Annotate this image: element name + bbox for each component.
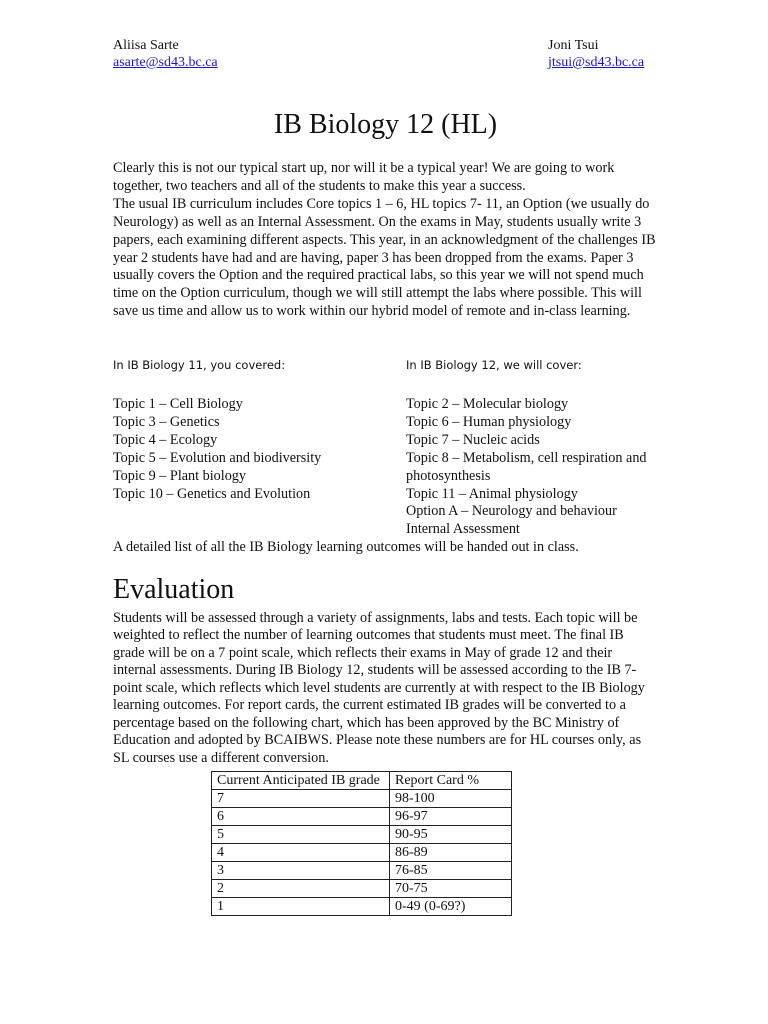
outcomes-note: A detailed list of all the IB Biology learning outcomes will be handed out in class. bbox=[113, 539, 579, 555]
ib-grade-cell: 6 bbox=[212, 808, 390, 826]
page-title: IB Biology 12 (HL) bbox=[273, 109, 498, 140]
intro-paragraph: The usual IB curriculum includes Core topics 1 – 6, HL topics 7- 11, an Option (we usually do Neurology) as well as an Internal Assessment. On the exams in May, students usually write 3 papers, each examining different aspects. This year, in an acknowledgment of the challenges IB year 2 students have had and are having, paper 3 has been dropped from the exams. Paper 3 usually covers the Option and the required practical labs, so this year we will not spend much time on the Option curriculum, though we will still attempt the labs where possible. This will save us time and allow us to work within our hybrid model of remote and in-class learning. bbox=[113, 195, 656, 320]
will-cover-heading: In IB Biology 12, we will cover: bbox=[406, 358, 582, 372]
topic-item: Topic 6 – Human physiology bbox=[406, 413, 572, 430]
teacher-contact-right bbox=[548, 37, 644, 71]
topic-item: Topic 5 – Evolution and biodiversity bbox=[113, 449, 322, 466]
topic-item: Topic 10 – Genetics and Evolution bbox=[113, 485, 311, 502]
report-card-percent-cell: 70-75 bbox=[390, 880, 512, 898]
topic-item: Topic 8 – Metabolism, cell respiration and photosynthesis bbox=[406, 449, 647, 484]
evaluation-heading: Evaluation bbox=[113, 574, 235, 605]
topic-item: Topic 9 – Plant biology bbox=[113, 467, 246, 484]
report-card-percent-cell: 96-97 bbox=[390, 808, 512, 826]
column-header: Report Card % bbox=[390, 772, 512, 790]
topic-item: Topic 11 – Animal physiology bbox=[406, 485, 578, 502]
table-row bbox=[212, 808, 512, 826]
covered-heading: In IB Biology 11, you covered: bbox=[113, 358, 286, 372]
report-card-percent-cell: 98-100 bbox=[390, 790, 512, 808]
will-cover-topic-list bbox=[406, 396, 651, 539]
teacher-email-link[interactable]: asarte@sd43.bc.ca bbox=[113, 55, 218, 70]
topic-item: Topic 2 – Molecular biology bbox=[406, 396, 569, 412]
covered-topic-list bbox=[113, 396, 393, 503]
report-card-percent-cell: 76-85 bbox=[390, 862, 512, 880]
topic-item: Topic 7 – Nucleic acids bbox=[406, 431, 540, 448]
table-header-row bbox=[212, 772, 512, 790]
intro-paragraph: Clearly this is not our typical start up, nor will it be a typical year! We are going to work together, two teachers and all of the students to make this year a success. bbox=[113, 160, 615, 194]
teacher-email-link[interactable]: jtsui@sd43.bc.ca bbox=[548, 55, 645, 70]
ib-grade-cell: 5 bbox=[212, 826, 390, 844]
table-row bbox=[212, 826, 512, 844]
ib-grade-cell: 1 bbox=[212, 898, 390, 916]
ib-grade-cell: 2 bbox=[212, 880, 390, 898]
teacher-contact-left bbox=[113, 37, 218, 71]
table-row bbox=[212, 862, 512, 880]
teacher-name: Joni Tsui bbox=[548, 38, 599, 53]
grade-conversion-table bbox=[211, 771, 512, 916]
table-row bbox=[212, 790, 512, 808]
ib-grade-cell: 4 bbox=[212, 844, 390, 862]
column-header: Current Anticipated IB grade bbox=[212, 772, 390, 790]
ib-grade-cell: 7 bbox=[212, 790, 390, 808]
topic-item: Topic 3 – Genetics bbox=[113, 413, 220, 430]
teacher-name: Aliisa Sarte bbox=[113, 38, 179, 53]
topic-item: Option A – Neurology and behaviour bbox=[406, 503, 617, 520]
table-row bbox=[212, 880, 512, 898]
topic-item: Topic 1 – Cell Biology bbox=[113, 396, 243, 412]
table-row bbox=[212, 844, 512, 862]
report-card-percent-cell: 90-95 bbox=[390, 826, 512, 844]
evaluation-text: Students will be assessed through a variety of assignments, labs and tests. Each topic will be weighted to reflect the number of learning outcomes that students must meet. The final IB grade will be on a 7 point scale, which reflects their exams in May of grade 12 and their internal assessments. During IB Biology 12, students will be assessed according to the IB 7-point scale, which reflects which level students are currently at with respect to the IB Biology learning outcomes. For report cards, the current estimated IB grades will be converted to a percentage based on the following chart, which has been approved by the BC Ministry of Education and adopted by BCAIBWS. Please note these numbers are for HL courses only, as SL courses use a different conversion. bbox=[113, 610, 645, 766]
report-card-percent-cell: 0-49 (0-69?) bbox=[390, 898, 512, 916]
intro-text bbox=[113, 160, 658, 321]
table-row bbox=[212, 898, 512, 916]
ib-grade-cell: 3 bbox=[212, 862, 390, 880]
topic-item: Internal Assessment bbox=[406, 521, 520, 538]
topic-item: Topic 4 – Ecology bbox=[113, 431, 218, 448]
report-card-percent-cell: 86-89 bbox=[390, 844, 512, 862]
